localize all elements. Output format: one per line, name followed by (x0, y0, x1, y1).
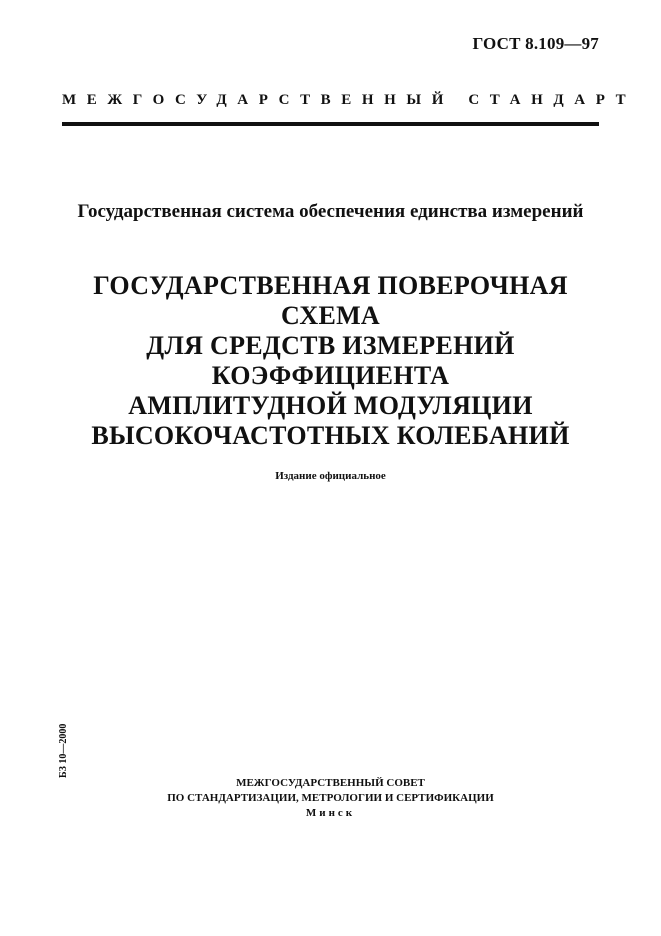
main-title-line: ВЫСОКОЧАСТОТНЫХ КОЛЕБАНИЙ (91, 421, 570, 450)
publisher-line: МЕЖГОСУДАРСТВЕННЫЙ СОВЕТ (236, 777, 425, 789)
system-title: Государственная система обеспечения единства измерений (77, 201, 584, 222)
edition-label: Издание официальное (275, 470, 386, 482)
side-code: БЗ 10—2000 (58, 723, 69, 778)
header-divider (62, 122, 599, 126)
main-title (50, 271, 611, 451)
main-title-line: ДЛЯ СРЕДСТВ ИЗМЕРЕНИЙ (146, 331, 515, 360)
main-title-line: ГОСУДАРСТВЕННАЯ ПОВЕРОЧНАЯ СХЕМА (93, 271, 568, 330)
document-code: ГОСТ 8.109—97 (472, 34, 599, 53)
publisher-block (0, 776, 661, 821)
main-title-line: КОЭФФИЦИЕНТА (211, 361, 450, 390)
publisher-line: ПО СТАНДАРТИЗАЦИИ, МЕТРОЛОГИИ И СЕРТИФИКАЦИИ (167, 792, 494, 804)
main-title-line: АМПЛИТУДНОЙ МОДУЛЯЦИИ (128, 391, 533, 420)
publisher-city: Минск (305, 807, 356, 819)
standard-type-heading: МЕЖГОСУДАРСТВЕННЫЙ СТАНДАРТ (62, 92, 637, 108)
